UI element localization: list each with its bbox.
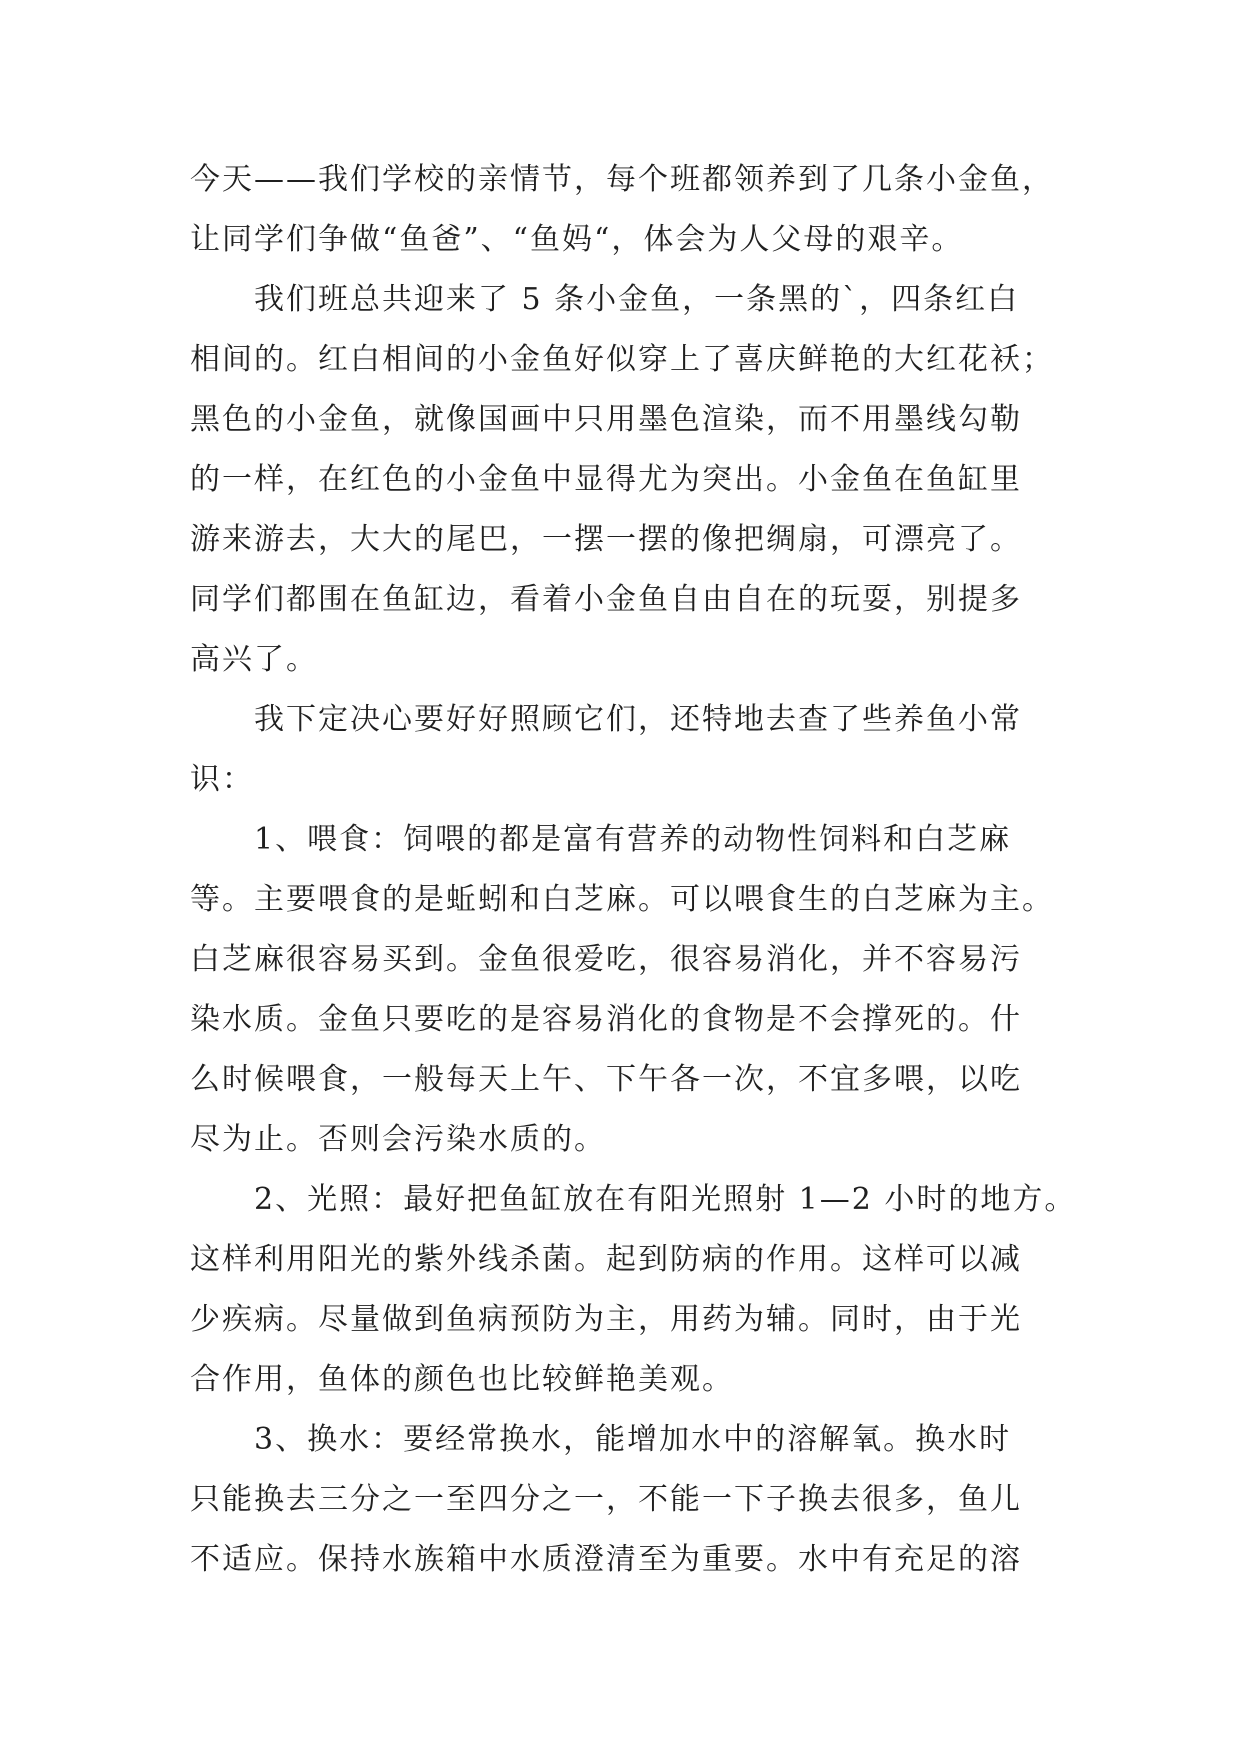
text-line: 高兴了。 — [190, 642, 318, 677]
text-line: 我下定决心要好好照顾它们，还特地去查了些养鱼小常 — [254, 702, 1022, 737]
text-line: 染水质。金鱼只要吃的是容易消化的食物是不会撑死的。什 — [190, 1002, 1022, 1037]
text-line: 让同学们争做“鱼爸”、“鱼妈“，体会为人父母的艰辛。 — [190, 222, 964, 257]
text-line: 不适应。保持水族箱中水质澄清至为重要。水中有充足的溶 — [190, 1542, 1022, 1577]
text-line: 么时候喂食，一般每天上午、下午各一次，不宜多喂，以吃 — [190, 1062, 1022, 1097]
text-line: 尽为止。否则会污染水质的。 — [190, 1122, 606, 1157]
text-line: 今天——我们学校的亲情节，每个班都领养到了几条小金鱼， — [190, 162, 1054, 197]
text-line: 黑色的小金鱼，就像国画中只用墨色渲染，而不用墨线勾勒 — [190, 402, 1022, 437]
text-line: 1、喂食：饲喂的都是富有营养的动物性饲料和白芝麻 — [254, 822, 1012, 857]
text-line: 白芝麻很容易买到。金鱼很爱吃，很容易消化，并不容易污 — [190, 942, 1022, 977]
text-line: 我们班总共迎来了 5 条小金鱼，一条黑的`，四条红白 — [254, 282, 1020, 317]
article-body — [190, 150, 1090, 1590]
text-line: 合作用，鱼体的颜色也比较鲜艳美观。 — [190, 1362, 734, 1397]
text-line: 相间的。红白相间的小金鱼好似穿上了喜庆鲜艳的大红花袄； — [190, 342, 1054, 377]
text-line: 同学们都围在鱼缸边，看着小金鱼自由自在的玩耍，别提多 — [190, 582, 1022, 617]
text-line: 识： — [190, 762, 254, 797]
text-line: 3、换水：要经常换水，能增加水中的溶解氧。换水时 — [254, 1422, 1012, 1457]
text-line: 少疾病。尽量做到鱼病预防为主，用药为辅。同时，由于光 — [190, 1302, 1022, 1337]
text-line: 只能换去三分之一至四分之一，不能一下子换去很多，鱼儿 — [190, 1482, 1022, 1517]
text-line: 的一样，在红色的小金鱼中显得尤为突出。小金鱼在鱼缸里 — [190, 462, 1022, 497]
text-line: 等。主要喂食的是蚯蚓和白芝麻。可以喂食生的白芝麻为主。 — [190, 882, 1054, 917]
text-line: 2、光照：最好把鱼缸放在有阳光照射 1—2 小时的地方。 — [254, 1182, 1077, 1217]
text-line: 游来游去，大大的尾巴，一摆一摆的像把绸扇，可漂亮了。 — [190, 522, 1022, 557]
text-line: 这样利用阳光的紫外线杀菌。起到防病的作用。这样可以减 — [190, 1242, 1022, 1277]
